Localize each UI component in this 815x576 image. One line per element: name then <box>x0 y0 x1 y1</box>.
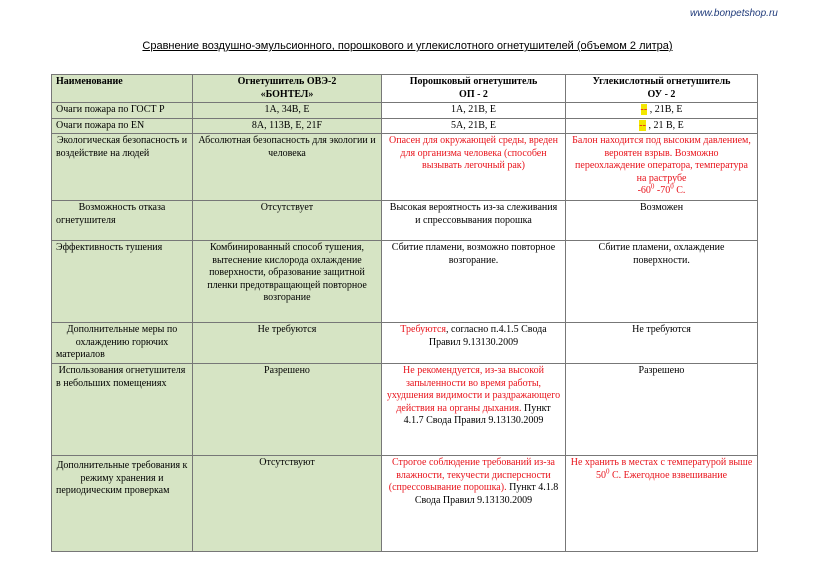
table-row-efficiency <box>52 241 758 323</box>
header-ove2-line2: «БОНТЕЛ» <box>260 88 314 100</box>
table-row-cooling <box>52 323 758 364</box>
table-row-failure <box>52 201 758 241</box>
row-storage-ove2: Отсутствуют <box>193 456 382 552</box>
row-cooling-ou2: Не требуются <box>566 323 758 364</box>
temp-unit: С. <box>673 185 686 196</box>
header-ou2-line1: Углекислотный огнетушитель <box>592 76 731 87</box>
row-cooling-ove2: Не требуются <box>193 323 382 364</box>
row-eco-op2: Опасен для окружающей среды, вреден для организма человека (способен вызывать легочный рак) <box>382 134 566 201</box>
row-gost-ove2: 1А, 34В, Е <box>193 103 382 119</box>
header-name-label: Наименование <box>56 76 123 87</box>
header-ou2-line2: ОУ - 2 <box>647 88 676 100</box>
row-storage-name: Дополнительные требования к режиму хранения и периодическим проверкам <box>52 456 193 552</box>
header-ou2 <box>566 75 758 103</box>
row-cooling-op2-rest: , согласно п.4.1.5 Свода Правил 9.13130.2009 <box>428 324 547 348</box>
table-header-row <box>52 75 758 103</box>
row-failure-name: Возможность отказа огнетушителя <box>52 201 193 241</box>
highlight-mark: -- <box>639 119 646 131</box>
header-ove2-line1: Огнетушитель ОВЭ-2 <box>237 76 337 87</box>
row-efficiency-name: Эффективность тушения <box>52 241 193 323</box>
row-en-ove2: 8А, 113В, Е, 21F <box>193 118 382 134</box>
row-en-ou2-text: , 21 В, Е <box>645 119 684 131</box>
row-cooling-op2 <box>382 323 566 364</box>
highlight-mark: -- <box>640 104 648 115</box>
site-url[interactable]: www.bonpetshop.ru <box>690 8 778 19</box>
row-failure-ove2: Отсутствует <box>193 201 382 241</box>
row-efficiency-ou2: Сбитие пламени, охлаждение поверхности. <box>566 241 758 323</box>
row-storage-op2 <box>382 456 566 552</box>
row-storage-ou2-b: С. Ежегодное взвешивание <box>609 469 728 481</box>
degree-sup-1: 0 <box>650 182 655 191</box>
table-row-small-rooms <box>52 364 758 456</box>
row-small-rooms-ove2: Разрешено <box>193 364 382 456</box>
header-op2-line1: Порошковый огнетушитель <box>409 76 538 87</box>
row-efficiency-op2: Сбитие пламени, возможно повторное возгорание. <box>382 241 566 323</box>
row-storage-op2-rest: Пункт 4.1.8 Свода Правил 9.13130.2009 <box>414 482 559 506</box>
row-failure-ou2: Возможен <box>566 201 758 241</box>
temp-value-2: -70 <box>654 185 671 196</box>
row-eco-ou2-line1: Балон находится под высоким давлением, вероятен взрыв. <box>572 135 751 159</box>
row-storage-ou2 <box>566 456 758 552</box>
row-eco-ove2: Абсолютная безопасность для экологии и человека <box>193 134 382 201</box>
row-efficiency-ove2: Комбинированный способ тушения, вытеснение кислорода охлаждение поверхности, образование защитной пленки предотвращающей повторное возгорание <box>193 241 382 323</box>
row-small-rooms-name: Использования огнетушителя в небольших помещениях <box>52 364 193 456</box>
row-en-name: Очаги пожара по EN <box>52 118 193 134</box>
table-row-en <box>52 118 758 134</box>
row-en-op2: 5А, 21В, Е <box>382 118 566 134</box>
row-cooling-name: Дополнительные меры по охлаждению горючих материалов <box>52 323 193 364</box>
document-title: Сравнение воздушно-эмульсионного, порошкового и углекислотного огнетушителей (объемом 2 литра) <box>142 40 673 52</box>
row-eco-ou2-line2: Возможно переохлаждение оператора, температура на раструбе <box>575 147 748 184</box>
table-row-eco <box>52 134 758 201</box>
row-eco-ou2 <box>566 134 758 201</box>
header-name <box>52 75 193 103</box>
row-gost-ou2-text: , 21В, Е <box>647 104 683 115</box>
row-storage-ou2-a: Не хранить в местах с температурой выше 50 <box>570 457 753 481</box>
row-small-rooms-op2 <box>382 364 566 456</box>
row-gost-name: Очаги пожара по ГОСТ Р <box>52 103 193 119</box>
row-eco-name: Экологическая безопасность и воздействие на людей <box>52 134 193 201</box>
temp-value-1: -60 <box>637 185 651 196</box>
table-row-gost <box>52 103 758 119</box>
row-gost-op2: 1А, 21В, Е <box>382 103 566 119</box>
row-en-ou2 <box>566 118 758 134</box>
table-row-storage <box>52 456 758 552</box>
row-failure-op2: Высокая вероятность из-за слеживания и спрессовывания порошка <box>382 201 566 241</box>
row-small-rooms-op2-red: Не рекомендуется, из-за высокой запыленности во время работы, ухудшения видимости и раздражающего действия на органы дыхания. <box>386 365 561 414</box>
degree-sup-3: 0 <box>605 467 610 476</box>
header-op2-line2: ОП - 2 <box>459 88 488 100</box>
degree-sup-2: 0 <box>670 182 674 191</box>
row-storage-op2-red: Строгое соблюдение требований из-за влажности, текучести дисперсности (спрессовывание порошка). <box>388 457 555 493</box>
header-ove2 <box>193 75 382 103</box>
row-gost-ou2 <box>566 103 758 119</box>
row-small-rooms-ou2: Разрешено <box>566 364 758 456</box>
comparison-table <box>51 74 758 552</box>
header-op2 <box>382 75 566 103</box>
row-cooling-op2-red: Требуются <box>400 324 447 335</box>
row-small-rooms-op2-rest: Пункт 4.1.7 Свода Правил 9.13130.2009 <box>403 402 551 426</box>
